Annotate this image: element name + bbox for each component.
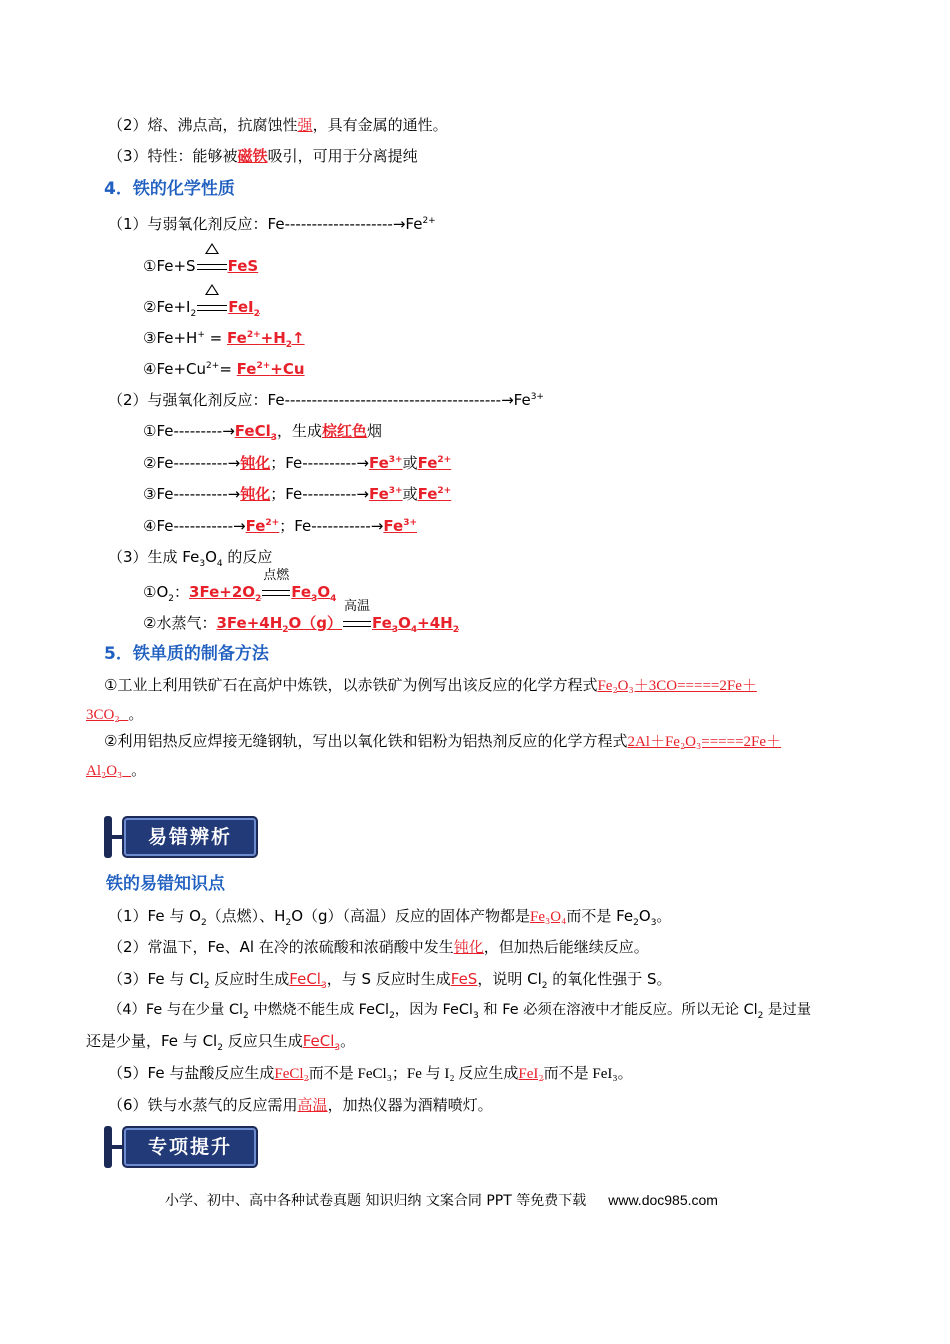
footer-link[interactable]: www.doc985.com: [608, 1192, 718, 1208]
error-item-2: （2）常温下，Fe、Al 在冷的浓硫酸和浓硝酸中发生钝化，但加热后能继续反应。: [108, 938, 649, 956]
preparation-question-1-cont: 3CO₂ 。: [86, 705, 144, 723]
reaction-fe-h: ③Fe+H+ = $Fe^{2+}+H_2↑$: [143, 329, 305, 350]
answer-thermite: 2Al＋Fe₂O₃=====2Fe＋: [627, 734, 782, 750]
reaction-fe-s: ①Fe+S FeS: [143, 256, 258, 276]
strong-reaction-3: ③Fe----------→钝化；$Fe----------\to Fe^{3+}$或$Fe^{2+}$: [143, 485, 452, 503]
high-temp-condition: 高温: [342, 613, 372, 633]
page-footer: [165, 1190, 718, 1211]
errors-badge: 易错辨析: [104, 816, 256, 858]
triangle-heat-icon: [205, 243, 219, 254]
error-item-6: （6）铁与水蒸气的反应需用高温，加热仪器为酒精喷灯。: [108, 1096, 493, 1114]
property-line-3: （3）特性：能够被磁铁吸引，可用于分离提纯: [108, 147, 418, 165]
error-item-1: （1）Fe 与 $O_2$（点燃）、$H_2O(g)$（高温）反应的固体产物都是Fe₃O₄而不是 $Fe_2O_3$。: [108, 907, 672, 928]
answer-blast-furnace: Fe₂O₃＋3CO=====2Fe＋: [597, 678, 757, 694]
footer-text: 小学、初中、高中各种试卷真题 知识归纳 文案合同 PPT 等免费下载: [165, 1193, 587, 1209]
heat-condition: [196, 256, 228, 276]
answer-magnet: 磁铁: [237, 147, 268, 165]
triangle-heat-icon: [205, 284, 219, 295]
ignite-condition: 点燃: [261, 582, 291, 602]
error-item-5: （5）Fe 与盐酸反应生成FeCl₂而不是 FeCl₃；Fe 与 I₂ 反应生成FeI₂而不是 FeI₃。: [108, 1064, 633, 1082]
property-line-2: （2）熔、沸点高，抗腐蚀性强，具有金属的通性。: [108, 116, 448, 134]
section-4-title: 4．铁的化学性质: [104, 179, 235, 199]
reaction-fe-cu: $④Fe+Cu^{2+}= Fe^{2+}+Cu$: [143, 360, 305, 378]
section-5-title: 5．铁单质的制备方法: [104, 644, 269, 664]
preparation-question-2: ②利用铝热反应焊接无缝钢轨，写出以氧化铁和铝粉为铝热剂反应的化学方程式2Al＋Fe₂O₃=====2Fe＋: [104, 732, 782, 750]
error-item-4: （4）Fe 与在少量 $Cl_2$ 中燃烧不能生成 FeCl$_2$，因为 FeCl$_3$ 和 Fe 必须在溶液中才能反应。所以无论 $Cl_2$ 是过量: [108, 1002, 812, 1021]
heat-condition: [196, 297, 228, 317]
weak-oxidizer-intro: （1）与弱氧化剂反应：$Fe--------------------\to Fe^{2+}$: [108, 215, 436, 233]
fe3o4-intro: （3）生成 $Fe_3O_4$ 的反应: [108, 548, 273, 569]
answer-strong: 强: [297, 116, 313, 134]
strong-reaction-1: ①Fe---------→FeCl$_3$，生成棕红色烟: [143, 422, 383, 443]
errors-title: 铁的易错知识点: [106, 874, 225, 894]
special-badge: 专项提升: [104, 1126, 256, 1168]
error-item-4-cont: 还是少量，Fe 与 $Cl_2$ 反应只生成FeCl$_3$。: [86, 1032, 356, 1053]
reaction-fe-i2: $②Fe+I_2$ FeI$_2$: [143, 297, 260, 317]
fe3o4-reaction-steam: ②水蒸气：$3Fe+4H_2O(g)$ 高温 $Fe_3O_4+4H_2$: [143, 599, 459, 635]
strong-oxidizer-intro: （2）与强氧化剂反应：$Fe----------------------------------------\to Fe^{3+}$: [108, 391, 544, 409]
strong-reaction-2: ②Fe----------→钝化；$Fe----------\to Fe^{3+}$或$Fe^{2+}$: [143, 454, 452, 472]
preparation-question-2-cont: Al₂O₃ 。: [86, 761, 147, 779]
fe3o4-reaction-o2: $①O_2$：$3Fe+2O_2$ 点燃 $Fe_3O_4$: [143, 568, 337, 604]
preparation-question-1: ①工业上利用铁矿石在高炉中炼铁，以赤铁矿为例写出该反应的化学方程式Fe₂O₃＋3CO=====2Fe＋: [104, 676, 757, 694]
error-item-3: （3）Fe 与 $Cl_2$ 反应时生成FeCl$_3$，与 S 反应时生成FeS，说明 $Cl_2$ 的氧化性强于 S。: [108, 970, 672, 991]
strong-reaction-4: ④Fe-$----------\to Fe^{2+}$；$Fe-----------\to Fe^{3+}$: [143, 517, 417, 535]
